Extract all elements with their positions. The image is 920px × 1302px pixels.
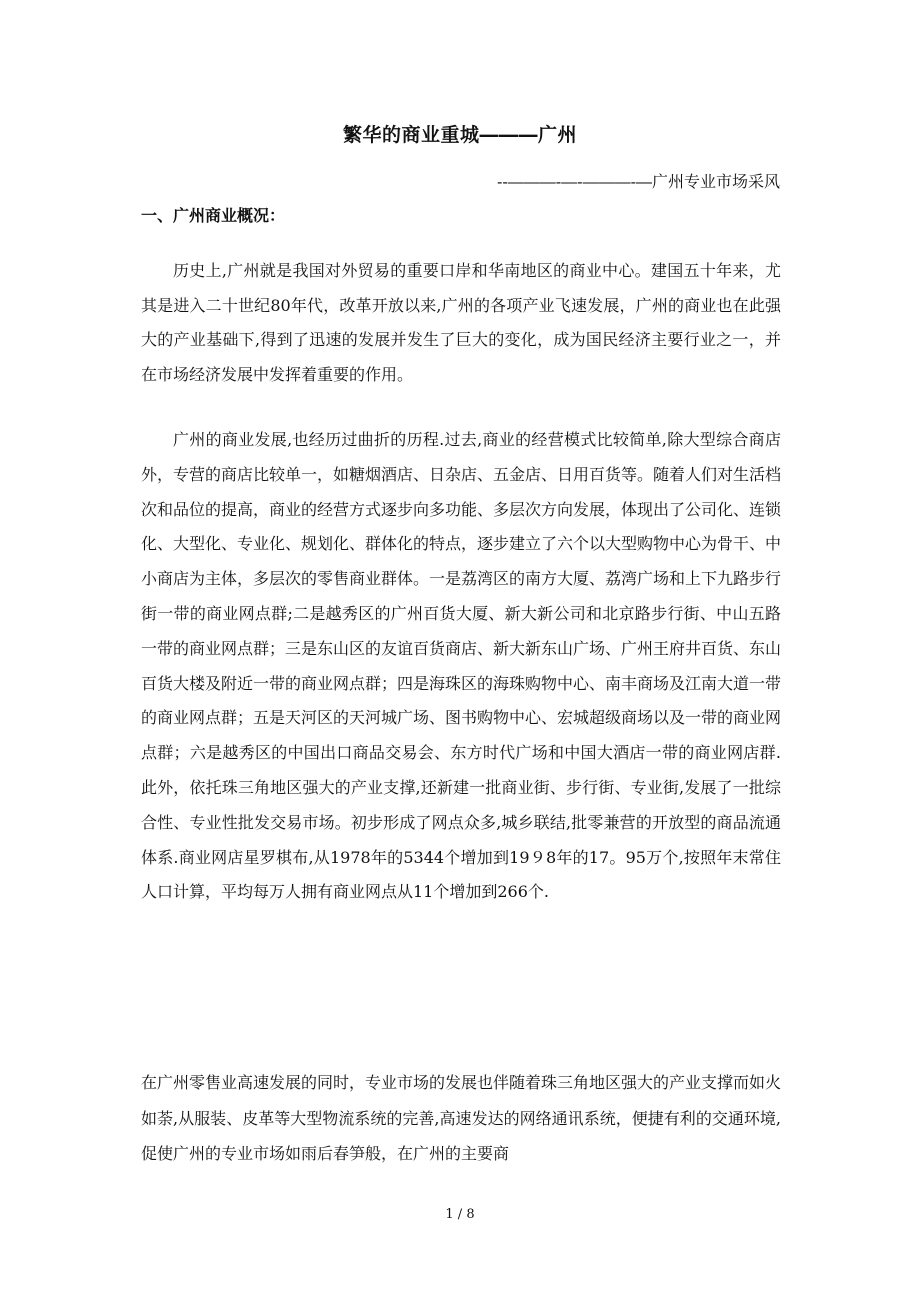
section-heading: 一、广州商业概况： bbox=[141, 206, 286, 225]
document-byline: --―――-―-―――-―广州专业市场采风 bbox=[496, 172, 780, 191]
document-title: 繁华的商业重城―――广州 bbox=[342, 124, 577, 146]
paragraph: 历史上,广州就是我国对外贸易的重要口岸和华南地区的商业中心。建国五十年来，尤其是进入二十世纪80年代，改革开放以来,广州的各项产业飞速发展，广州的商业也在此强大的产业基础下,得到了迅速的发展并发生了巨大的变化，成为国民经济主要行业之一，并在市场经济发展中发挥着重要的作用。 bbox=[141, 261, 781, 384]
page-number: 1 / 8 bbox=[445, 1207, 475, 1222]
paragraph: 在广州零售业高速发展的同时，专业市场的发展也伴随着珠三角地区强大的产业支撑而如火如荼,从服装、皮革等大型物流系统的完善,高速发达的网络通讯系统，便捷有利的交通环境,促使广州的专业市场如雨后春笋般，在广州的主要商 bbox=[141, 1073, 782, 1163]
paragraph: 广州的商业发展,也经历过曲折的历程.过去,商业的经营模式比较简单,除大型综合商店外，专营的商店比较单一，如糖烟酒店、日杂店、五金店、日用百货等。随着人们对生活档次和品位的提高，商业的经营方式逐步向多功能、多层次方向发展，体现出了公司化、连锁化、大型化、专业化、规划化、群体化的特点，逐步建立了六个以大型购物中心为骨干、中小商店为主体，多层次的零售商业群体。一是荔湾区的南方大厦、荔湾广场和上下九路步行街一带的商业网点群;二是越秀区的广州百货大厦、新大新公司和北京路步行街、中山五路一带的商业网点群；三是东山区的友谊百货商店、新大新东山广场、广州王府井百货、东山百货大楼及附近一带的商业网点群；四是海珠区的海珠购物中心、南丰商场及江南大道一带的商业网点群；五是天河区的天河城广场、图书购物中心、宏城超级商场以及一带的商业网点群；六是越秀区的中国出口商品交易会、东方时代广场和中国大酒店一带的商业网店群.此外，依托珠三角地区强大的产业支撑,还新建一批商业街、步行街、专业街,发展了一批综合性、专业性批发交易市场。初步形成了网点众多,城乡联结,批零兼营的开放型的商品流通体系.商业网店星罗棋布,从1978年的5344个增加到19９8年的17。95万个,按照年末常住人口计算，平均每万人拥有商业网点从11个增加到266个. bbox=[141, 430, 782, 902]
